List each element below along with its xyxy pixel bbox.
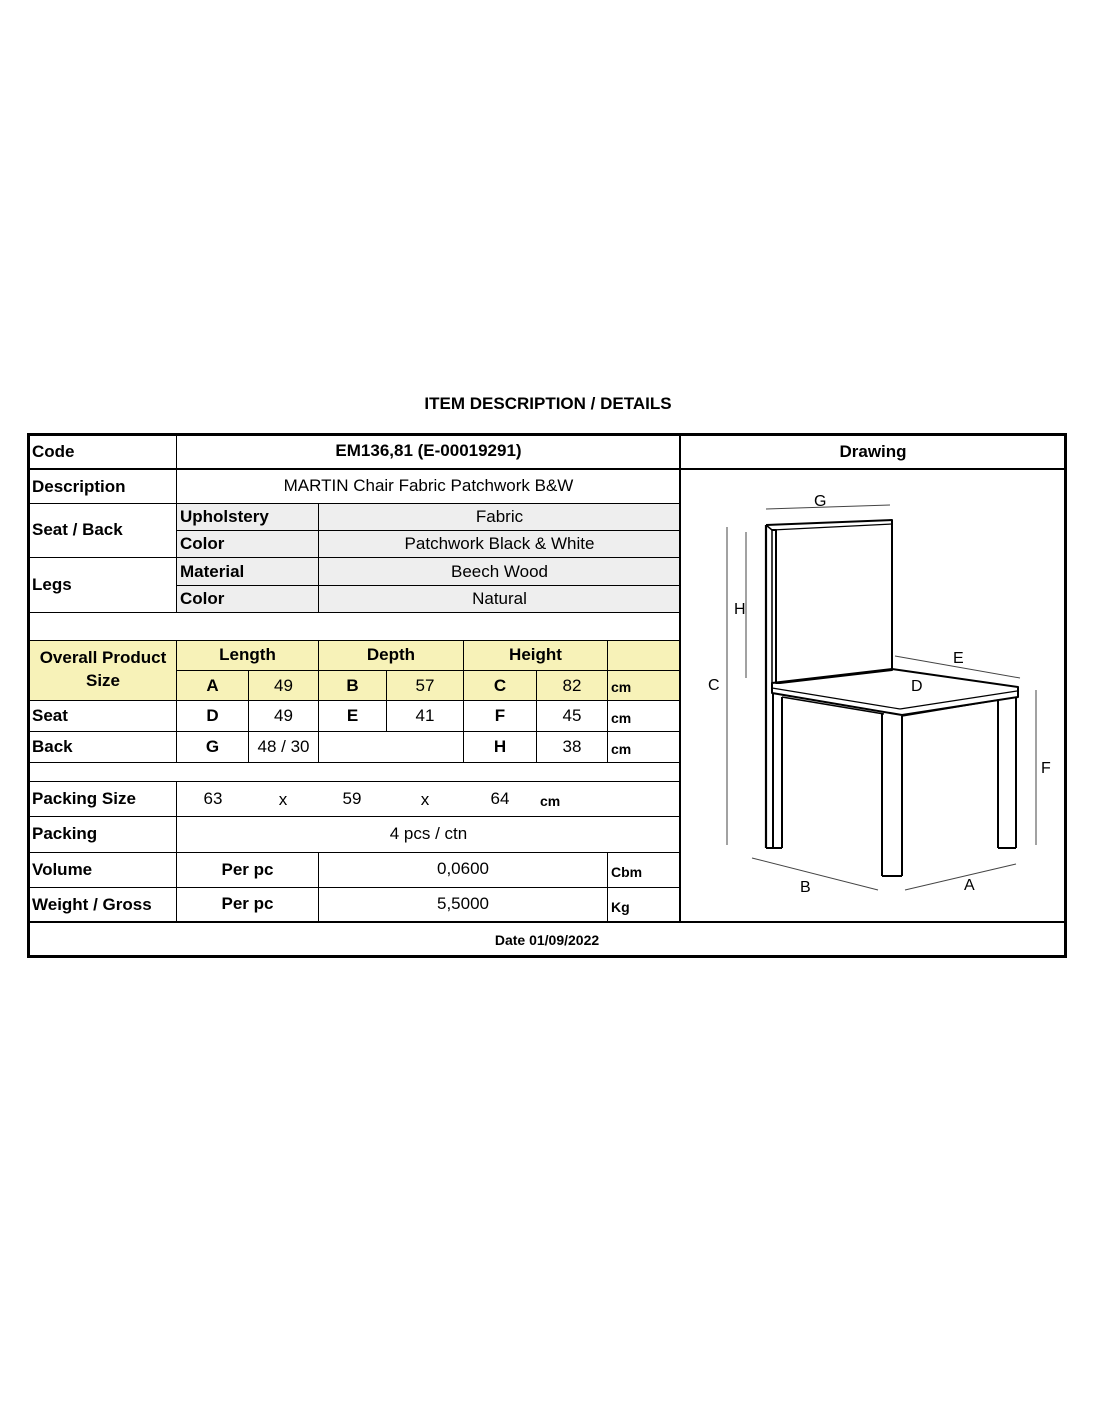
packing-length: 63 (203, 789, 223, 808)
depth-header: Depth (366, 645, 416, 664)
code-value: EM136,81 (E-00019291) (335, 441, 522, 460)
back-label: Back (32, 737, 73, 756)
drawing-label-e: E (953, 650, 964, 667)
drawing-label-a: A (964, 877, 975, 894)
dim-letter-d: D (206, 706, 219, 725)
upholstery-label: Upholstery (180, 507, 269, 526)
packing-height: 64 (490, 789, 510, 808)
drawing-label-g: G (814, 493, 827, 510)
weight-per: Per pc (221, 894, 274, 913)
seat-back-label: Seat / Back (32, 520, 123, 539)
legs-color-label: Color (180, 589, 225, 608)
dim-value-e: 41 (415, 706, 435, 725)
code-label: Code (32, 442, 75, 461)
drawing-label-b: B (800, 879, 811, 896)
dim-value-c: 82 (562, 676, 582, 695)
upholstery-value: Fabric (475, 507, 524, 526)
dim-letter-c: C (493, 676, 507, 695)
dim-value-d: 49 (274, 706, 293, 725)
dim-letter-a: A (206, 676, 219, 695)
seat-color-label: Color (180, 534, 225, 553)
chair-outline (766, 520, 1018, 876)
legs-color-value: Natural (472, 589, 527, 608)
weight-unit: Kg (611, 899, 630, 915)
packing-x2: x (420, 790, 430, 809)
packing-value: 4 pcs / ctn (389, 824, 468, 843)
drawing-label-c: C (708, 677, 720, 694)
dim-letter-g: G (205, 737, 220, 756)
date-footer: Date 01/09/2022 (494, 932, 600, 948)
dim-letter-h: H (493, 737, 507, 756)
drawing-header: Drawing (839, 442, 907, 461)
weight-label: Weight / Gross (32, 895, 152, 914)
seat-unit: cm (611, 710, 632, 726)
drawing-label-f: F (1041, 760, 1051, 777)
packing-size-label: Packing Size (32, 789, 136, 808)
volume-unit: Cbm (611, 864, 643, 880)
document-title: ITEM DESCRIPTION / DETAILS (424, 394, 672, 413)
dim-value-a: 49 (274, 676, 293, 695)
packing-x1: x (278, 790, 288, 809)
description-label: Description (32, 477, 126, 496)
legs-material-label: Material (180, 562, 245, 581)
packing-width: 59 (342, 789, 362, 808)
legs-material-value: Beech Wood (450, 562, 549, 581)
back-unit: cm (611, 741, 632, 757)
height-header: Height (509, 645, 562, 664)
dim-letter-e: E (346, 706, 359, 725)
overall-unit: cm (611, 679, 632, 695)
dimension-letters (708, 493, 1051, 896)
dim-value-b: 57 (415, 676, 435, 695)
dim-value-h: 38 (562, 737, 582, 756)
overall-size-label-line2: Size (85, 671, 121, 690)
length-header: Length (219, 645, 276, 664)
seat-color-value: Patchwork Black & White (404, 534, 595, 553)
dim-letter-f: F (494, 706, 506, 725)
packing-unit: cm (540, 793, 561, 809)
dim-letter-b: B (346, 676, 359, 695)
volume-per: Per pc (221, 860, 274, 879)
packing-label: Packing (32, 824, 98, 843)
dim-value-g: 48 / 30 (257, 737, 310, 756)
seat-label: Seat (32, 706, 68, 725)
volume-value: 0,0600 (437, 859, 489, 878)
drawing-label-d: D (911, 678, 923, 695)
drawing-label-h: H (734, 601, 746, 618)
legs-label: Legs (32, 575, 72, 594)
dim-value-f: 45 (562, 706, 582, 725)
volume-label: Volume (32, 860, 93, 879)
weight-value: 5,5000 (437, 894, 489, 913)
description-value: MARTIN Chair Fabric Patchwork B&W (283, 476, 574, 495)
overall-size-label-line1: Overall Product (39, 648, 167, 667)
